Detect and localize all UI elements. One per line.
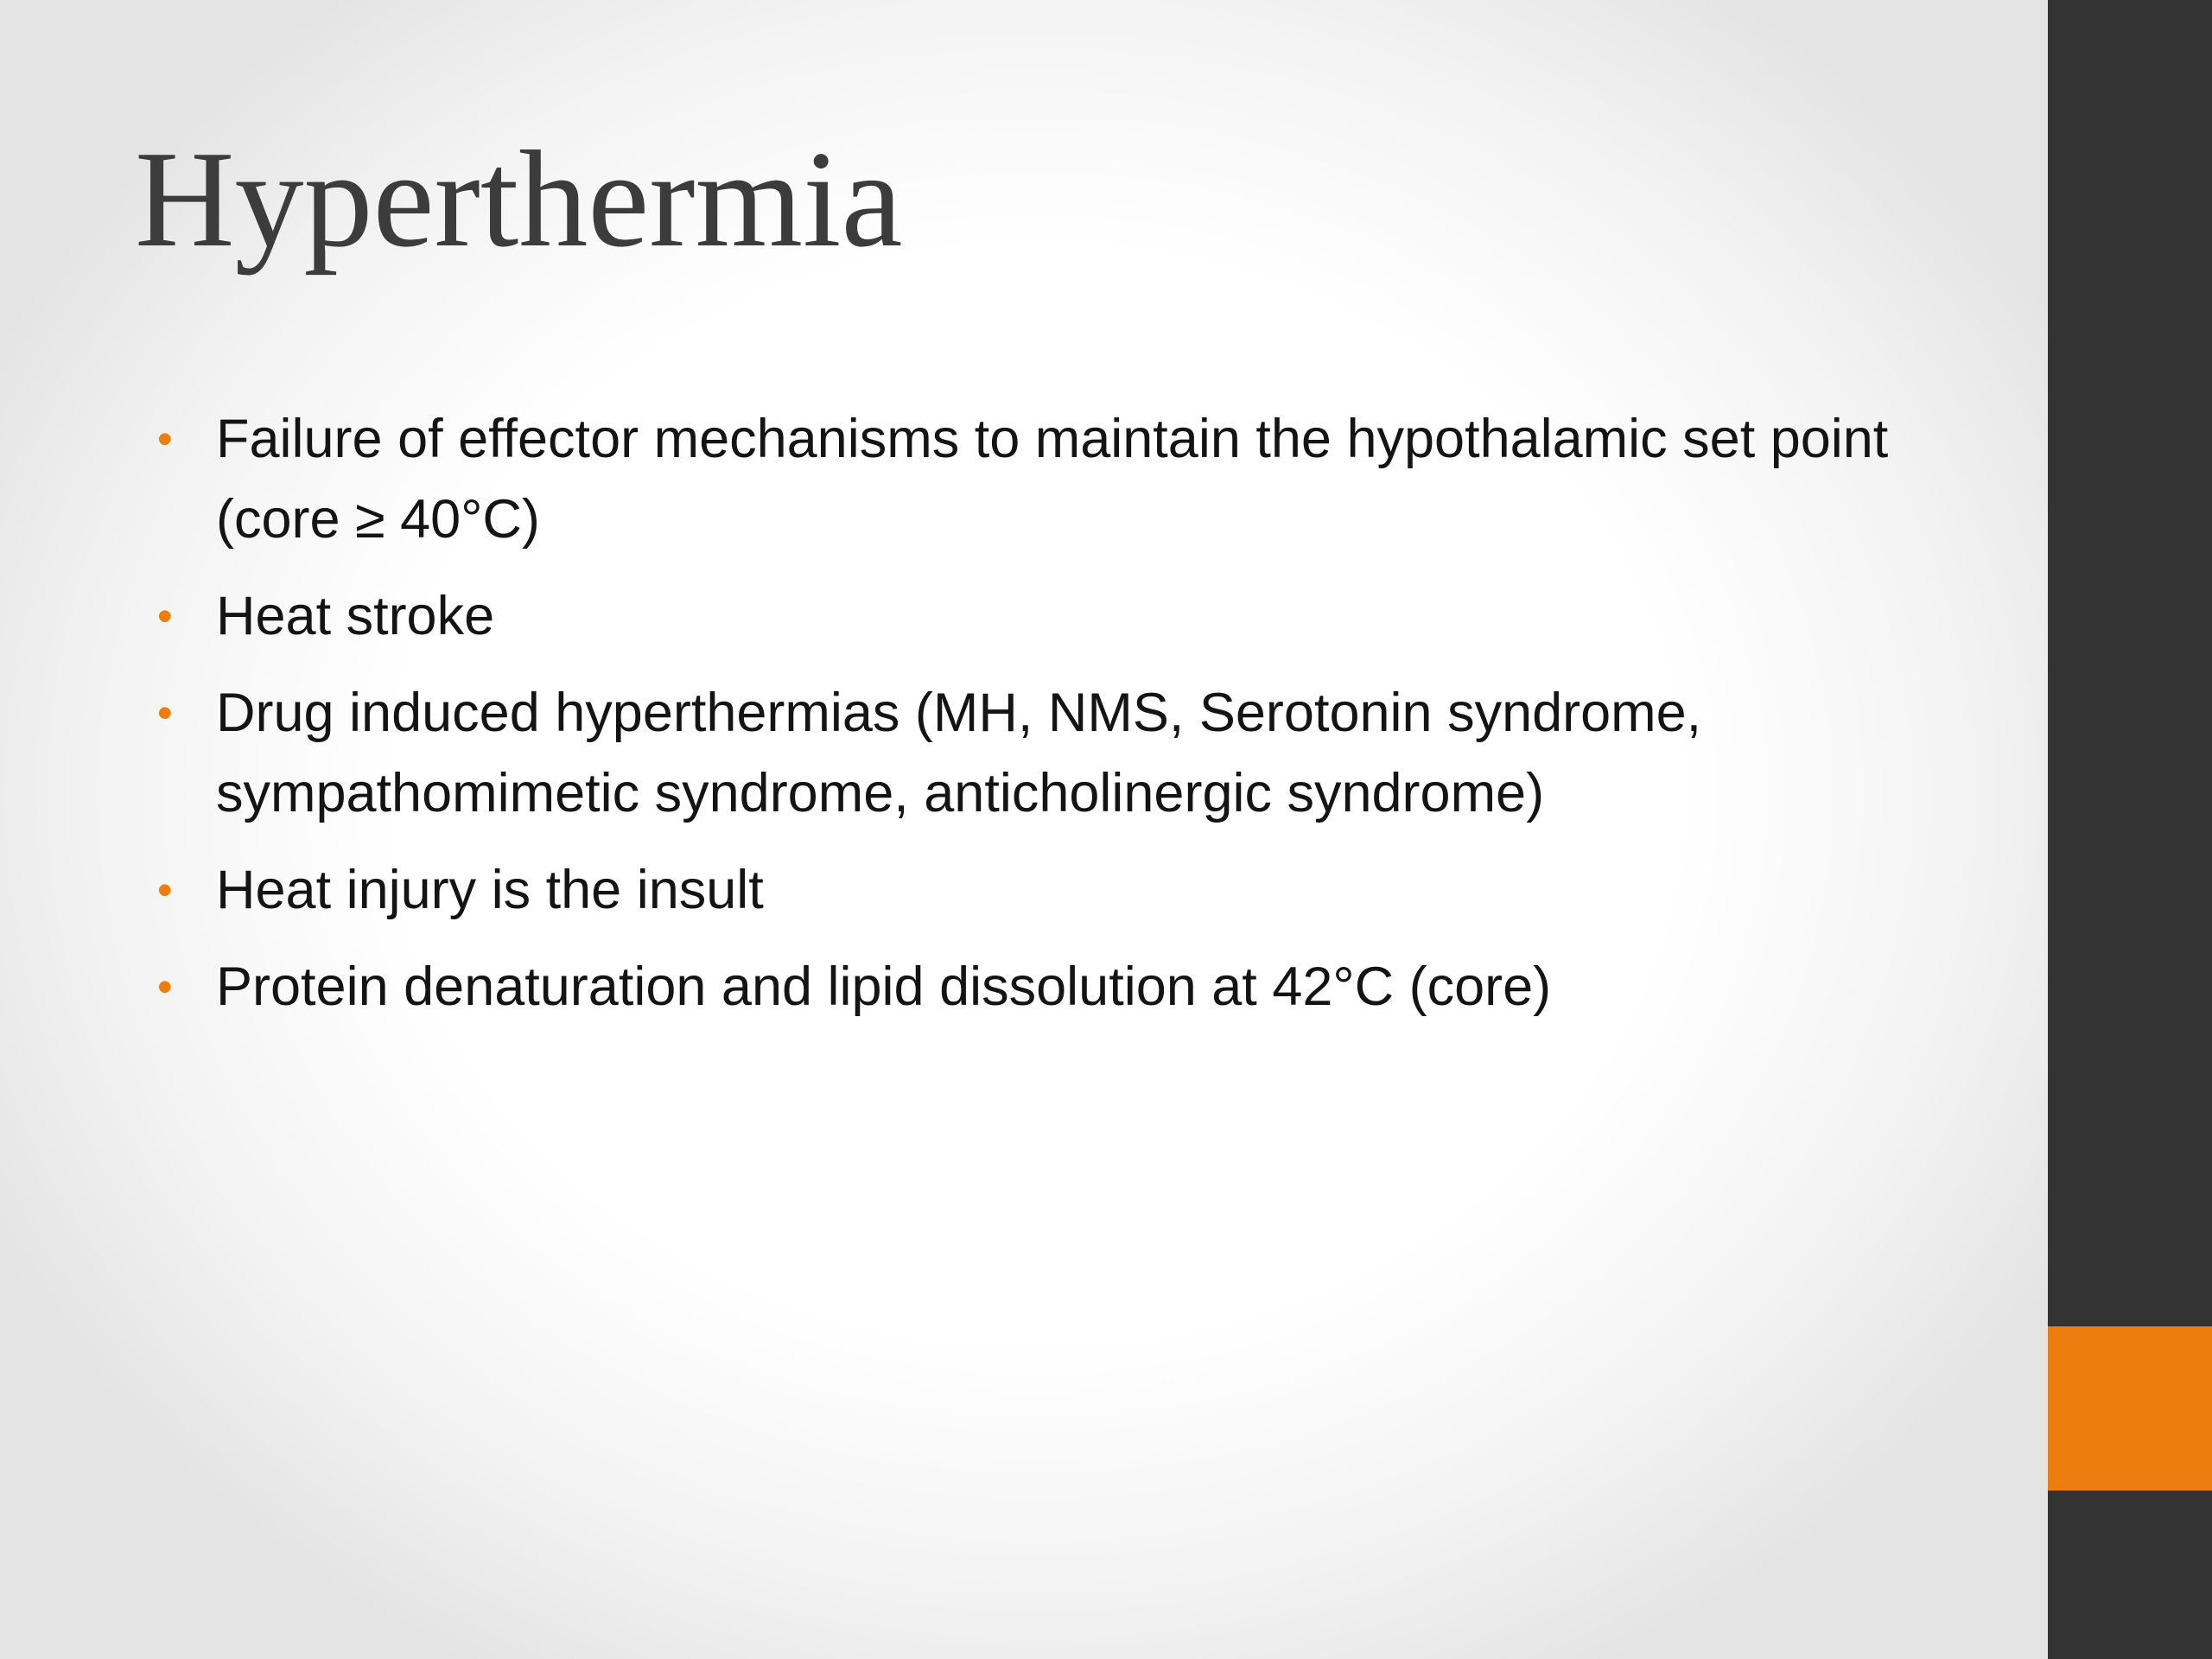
bullet-item <box>156 399 1936 560</box>
bullet-list <box>156 399 1936 1044</box>
bullet-icon: • <box>157 689 173 737</box>
bullet-item <box>156 850 1936 931</box>
bullet-item <box>156 947 1936 1027</box>
bullet-text: Protein denaturation and lipid dissolution at 42°C (core) <box>216 957 1552 1017</box>
bullet-text: Heat injury is the insult <box>216 860 764 920</box>
bullet-text: Heat stroke <box>216 586 495 646</box>
slide-title: Hyperthermia <box>135 122 903 276</box>
bullet-item <box>156 673 1936 834</box>
sidebar-accent-block <box>2048 1326 2212 1491</box>
bullet-item <box>156 576 1936 657</box>
bullet-text: Failure of effector mechanisms to maintain the hypothalamic set point (core ≥ 40°C) <box>216 409 1889 550</box>
bullet-text: Drug induced hyperthermias (MH, NMS, Serotonin syndrome, sympathomimetic syndrome, anticholinergic syndrome) <box>216 683 1702 823</box>
bullet-icon: • <box>157 963 173 1011</box>
bullet-icon: • <box>157 866 173 914</box>
bullet-icon: • <box>157 592 173 640</box>
bullet-icon: • <box>157 415 173 463</box>
